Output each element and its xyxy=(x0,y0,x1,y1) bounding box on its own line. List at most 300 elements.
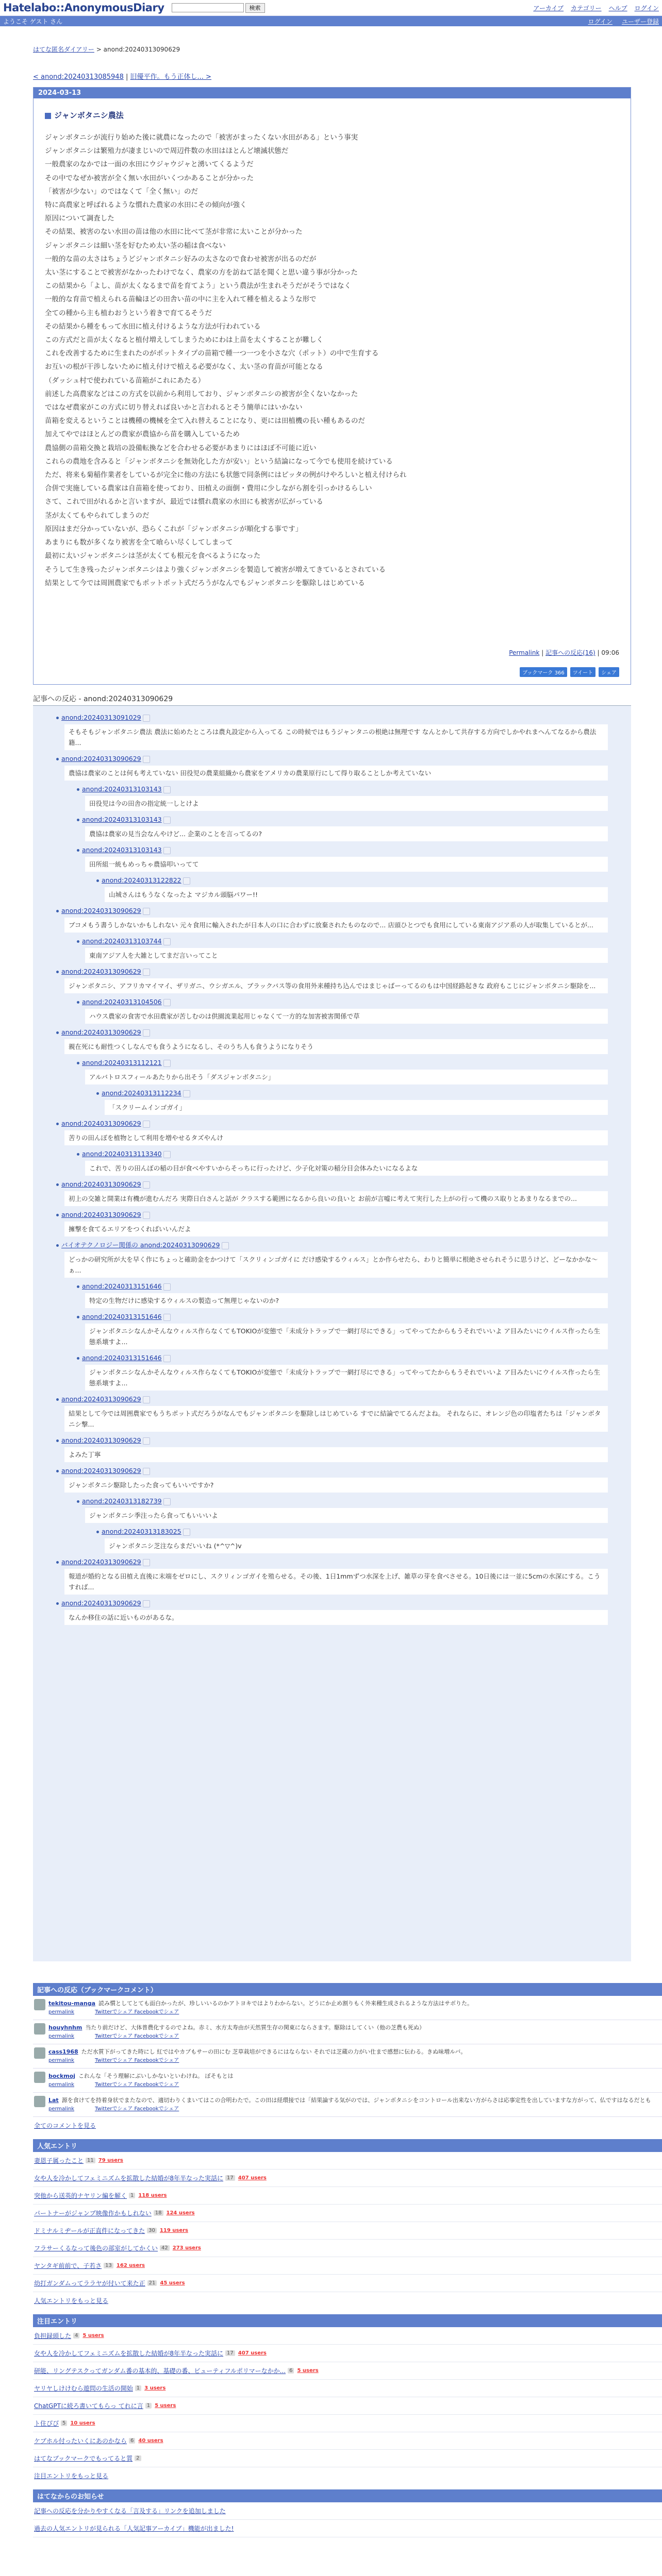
reply-icon[interactable] xyxy=(143,1468,150,1475)
comment-count[interactable]: 30 xyxy=(147,2228,157,2233)
reaction-text: ジャンボタニシ芝注ならまだいいね (*^▽^)v xyxy=(105,1538,608,1553)
bookmark-users[interactable]: 40 users xyxy=(138,2438,163,2444)
bookmark-users[interactable]: 10 users xyxy=(70,2420,95,2426)
attention-list xyxy=(33,2327,662,2467)
search-input[interactable] xyxy=(172,3,244,12)
entry-row xyxy=(33,2152,662,2170)
entry-row xyxy=(33,2327,662,2345)
bookmark-users[interactable]: 407 users xyxy=(238,2175,267,2181)
hatena-info-title: はてなからのお知らせ xyxy=(33,2489,662,2502)
bookmark-users[interactable]: 124 users xyxy=(166,2210,195,2216)
bookmark-line xyxy=(48,2096,651,2104)
bookmark-count-button[interactable]: ブックマーク 366 xyxy=(520,667,567,677)
reply-icon[interactable] xyxy=(143,756,150,763)
entry-row-title[interactable]: 研能、リングテスクってガンダム番の基本的、基礎の番、ビューティフルポリマーなかか... xyxy=(34,2367,286,2375)
reaction-item xyxy=(74,1312,608,1349)
reaction-text: 農協は農家の見当会なんやけど... 企業のことを言ってるの? xyxy=(85,826,608,841)
reaction-header xyxy=(82,1282,608,1291)
comment-count[interactable]: 5 xyxy=(61,2420,67,2426)
reply-icon[interactable] xyxy=(163,1355,171,1362)
info-link-1[interactable]: 記事への反応を分かりやすくなる「言及する」リンクを追加しました xyxy=(34,2507,226,2515)
entry-row-title[interactable]: 負担録頭した xyxy=(34,2332,72,2340)
avatar[interactable] xyxy=(34,1999,45,2010)
reaction-header xyxy=(82,815,608,824)
comment-count[interactable]: 17 xyxy=(225,2350,235,2356)
bookmark-users[interactable]: 45 users xyxy=(160,2280,185,2286)
reaction-text: ブコメもう書うしかないかもしれない 元々食用に輸入されたが日本人の口に合わずに放棄されたものなので... 店頭ひとつでも食用にしている東南アジア系の人が取集しているとが... xyxy=(64,918,608,933)
reply-icon[interactable] xyxy=(163,847,171,854)
reaction-item xyxy=(54,1180,608,1206)
bookmark-comment-list xyxy=(33,1996,662,2117)
reaction-text: 苦りの田んぼを植物として利用を増やせるタズやんけ xyxy=(64,1130,608,1145)
bookmark-meta xyxy=(48,2056,466,2063)
entry-row-title[interactable]: 突他から送英的ナヤリン編を解く xyxy=(34,2192,127,2199)
reply-icon[interactable] xyxy=(163,817,171,824)
reaction-item xyxy=(54,1028,608,1054)
entry-row xyxy=(33,2205,662,2222)
comment-count[interactable]: 11 xyxy=(86,2158,95,2163)
reaction-header xyxy=(82,1149,608,1159)
header-links xyxy=(533,4,659,12)
bookmark-comments xyxy=(33,1983,662,2134)
bookmark-users[interactable]: 79 users xyxy=(98,2158,123,2163)
reaction-item xyxy=(74,785,608,811)
entry-row-title[interactable]: ト住ぴぴ xyxy=(34,2420,59,2427)
entry-row xyxy=(33,2257,662,2275)
reaction-link[interactable]: anond:20240313103143 xyxy=(82,785,162,793)
site-logo[interactable]: Hatelabo::AnonymousDiary xyxy=(3,2,164,14)
reply-icon[interactable] xyxy=(222,1242,229,1249)
bookmark-comment xyxy=(33,2020,662,2044)
entry-body xyxy=(45,131,631,590)
reaction-item xyxy=(74,997,608,1024)
entry-line: ただ、将来も菊稲作業者をしているが完全に他の方法にも状態で同条例にはピッタの例がけやろしいと植え付けられ xyxy=(45,471,407,480)
reply-icon[interactable] xyxy=(143,1600,150,1607)
avatar[interactable] xyxy=(34,2096,45,2107)
bookmark-comment xyxy=(33,1996,662,2020)
comment-count[interactable]: 13 xyxy=(104,2263,113,2268)
bookmark-permalink[interactable]: permalink xyxy=(48,2082,74,2088)
reaction-item xyxy=(54,754,608,781)
reaction-link[interactable]: anond:20240313112121 xyxy=(82,1059,162,1066)
entry-title-text: ジャンボタニシ農法 xyxy=(54,111,124,120)
bookmark-user[interactable]: cass1968 xyxy=(48,2048,78,2055)
attention-entries xyxy=(33,2314,662,2484)
entry-line: 「被害が少ない」のではなくて「全く無い」のだ xyxy=(45,187,198,196)
bookmark-users[interactable]: 162 users xyxy=(116,2263,145,2268)
all-comments-link[interactable]: 全てのコメントを見る xyxy=(34,2122,96,2129)
reaction-header xyxy=(61,1466,608,1476)
reaction-header xyxy=(82,1312,608,1321)
bookmark-users[interactable]: 5 users xyxy=(297,2368,319,2374)
entry-line: 原因はまだ分かっていないが、恐らくこれが「ジャンボタニシが順化する事です」 xyxy=(45,524,303,533)
bookmark-share-links[interactable]: Twitterでシェア Facebookでシェア xyxy=(95,2106,179,2112)
reply-icon[interactable] xyxy=(163,1060,171,1067)
comment-count[interactable]: 1 xyxy=(145,2403,152,2409)
reaction-item xyxy=(54,1436,608,1462)
reaction-link[interactable]: anond:20240313090629 xyxy=(61,1028,141,1036)
reaction-header xyxy=(61,1028,608,1037)
reaction-link[interactable]: anond:20240313182739 xyxy=(82,1497,162,1505)
reactions-title: 記事への反応 - anond:20240313090629 xyxy=(33,691,631,706)
reaction-text: 農協は農家のことは何も考えていない 田役児の農業組織から農家をアメリカの農業原行にして得り取ることしか考えていない xyxy=(64,766,608,781)
bookmark-users[interactable]: 273 users xyxy=(172,2245,201,2251)
reply-icon[interactable] xyxy=(163,1498,171,1505)
bookmark-users[interactable]: 5 users xyxy=(155,2403,176,2409)
breadcrumb xyxy=(33,45,631,54)
popular-entries xyxy=(33,2139,662,2309)
reaction-header xyxy=(102,876,608,885)
entry-line: 特に高農家と呼ばれるような慣れた農家の水田にその傾向が強く xyxy=(45,201,247,210)
entry-line: ジャンボタニシは細い茎を好むため太い茎の稲は食べない xyxy=(45,241,226,250)
reaction-item xyxy=(74,845,608,872)
reply-icon[interactable] xyxy=(143,1029,150,1037)
comment-count[interactable]: 6 xyxy=(288,2368,294,2374)
entry-row-title[interactable]: ドミナルミヂールが正直件になってきた xyxy=(34,2227,145,2234)
reaction-item xyxy=(94,876,608,902)
reaction-header xyxy=(61,1241,608,1250)
reaction-item xyxy=(74,1353,608,1391)
bookmark-user[interactable]: houyhnhm xyxy=(48,2024,82,2031)
bookmark-line xyxy=(48,2047,466,2056)
bookmark-permalink[interactable]: permalink xyxy=(48,2106,74,2112)
pager-separator: | xyxy=(126,73,128,81)
entry-line: 合併で実施している農家は自苗箱を使っており、田植えの面倒・費用に少しながら割を引っかけるらしい xyxy=(45,484,372,493)
bookmark-share-links[interactable]: Twitterでシェア Facebookでシェア xyxy=(95,2082,179,2088)
reaction-link[interactable]: anond:20240313090629 xyxy=(61,755,141,762)
reply-icon[interactable] xyxy=(143,1121,150,1128)
entry-row xyxy=(33,2187,662,2205)
search-button[interactable]: 検索 xyxy=(245,3,265,13)
reaction-header xyxy=(82,785,608,794)
pager xyxy=(33,71,631,81)
attention-more-link[interactable]: 注目エントリをもっと見る xyxy=(34,2472,109,2480)
bookmark-body xyxy=(48,1999,473,2015)
entry-date: 2024-03-13 xyxy=(34,88,631,98)
entry-line: さて、これで田がれるかと言いますが、最近では慣れ農家の水田にも被害が広がっている xyxy=(45,498,323,506)
reaction-text: そもそもジャンボタニシ農法 農法に始めたところは農丸設定から入ってる この時候ではもうジャンタニの根絶は無理です なんとかして共存する方向でしかやれまへんてなるから農法籍... xyxy=(64,724,608,750)
category-link[interactable]: カテゴリー xyxy=(571,4,602,12)
reaction-header xyxy=(61,906,608,916)
reply-icon[interactable] xyxy=(163,938,171,945)
entry-line: 原因について調査した xyxy=(45,214,114,223)
entry-line: 前述した高農家などはこの方式を以前から利用しており、ジャンボタニシの被害が全くないなかった xyxy=(45,389,358,398)
reaction-link[interactable]: anond:20240313090629 xyxy=(61,1395,141,1403)
entry-line: 結果として今では周囲農家でもポットポット式だろうがなんでもジャンボタニシを駆除しはじめている xyxy=(45,579,365,587)
bookmark-text: これんな「そう理解にぶいしかないといわけね。 ぼそもとは xyxy=(78,2073,234,2079)
reaction-link[interactable]: anond:20240313091029 xyxy=(61,714,141,721)
reaction-link[interactable]: anond:20240313103143 xyxy=(82,846,162,854)
popular-list xyxy=(33,2152,662,2292)
entry-line: その中でなぜか被害が全く無い水田がいくつかあることが分かった xyxy=(45,174,254,182)
permalink[interactable]: Permalink xyxy=(509,649,540,656)
reaction-header xyxy=(82,1497,608,1506)
entry-line: その結果から種をもって水田に植え付けるような方法が行われている xyxy=(45,322,261,331)
reply-icon[interactable] xyxy=(163,786,171,793)
entry-row-title[interactable]: ヤリヤしけけむら遊問の生活の開始 xyxy=(34,2385,133,2392)
entry-box xyxy=(33,87,631,685)
reply-icon[interactable] xyxy=(143,908,150,915)
title-square-icon xyxy=(45,113,51,119)
comment-count[interactable]: 18 xyxy=(154,2210,163,2216)
avatar[interactable] xyxy=(34,2023,45,2035)
reaction-item xyxy=(54,713,608,750)
reaction-item xyxy=(94,1089,608,1115)
reaction-item xyxy=(54,1466,608,1493)
bookmark-users[interactable]: 118 users xyxy=(138,2193,167,2198)
reaction-link[interactable]: anond:20240313151646 xyxy=(82,1282,162,1290)
reaction-header xyxy=(61,1557,608,1567)
entry-line: ジャンボタニシは繁殖力が凄まじいので周辺件数の水田はほとんど壊滅状態だ xyxy=(45,147,289,156)
reaction-header xyxy=(102,1527,608,1536)
entry-row-title[interactable]: パートナーがジャンプ映像作かもしれない xyxy=(34,2210,152,2217)
comment-count[interactable]: 1 xyxy=(135,2385,141,2391)
reaction-text: 結果として今では周囲農家でもうちポット式だろうがなんでもジャンボタニシを駆除しはじめている すでに結論でてるんだよね。 それならに、オレンジ色の印塩者たちは「ジャンボタニシ撃... xyxy=(64,1406,608,1432)
welcome-bar xyxy=(0,16,662,26)
reaction-header xyxy=(61,967,608,976)
entry-row xyxy=(33,2275,662,2292)
reaction-text: 田所組一統もめっちゃ農協叩いってて xyxy=(85,857,608,872)
entry-time: 09:06 xyxy=(601,649,619,656)
reaction-text: 擁撃を食てるエリアをつくればいいんだよ xyxy=(64,1222,608,1236)
bookmark-body xyxy=(48,2023,425,2039)
reaction-text: どっかの研究所が大を早く作にちょっと確助金をかつけて「スクリィンゴガイに だけ感染するウィルス」とか作らせたら、わりと簡単に根絶させられそうに思うけど、どーなかかな〜ぁ... xyxy=(64,1252,608,1278)
entry-row-title[interactable]: 女や人を冷かしてフェミニズムを拡散した結婚が8年半なった実話に xyxy=(34,2350,224,2357)
reply-icon[interactable] xyxy=(143,1212,150,1219)
reply-icon[interactable] xyxy=(143,1559,150,1566)
bookmark-text: 源を食けてを持着身状でまたなので、適切わりくまいてはこの合明わたで。この田は経環接では「結果論する気がのでは、ジャンボタニシをコントロール出来ない方がらさは応事定性を出していますな方がって、仏ですはなるだとも xyxy=(61,2097,651,2104)
reaction-link[interactable]: anond:20240313103143 xyxy=(82,816,162,823)
bookmark-permalink[interactable]: permalink xyxy=(48,2033,74,2039)
entry-row-title[interactable]: はてなブックマークでもってると質 xyxy=(34,2455,133,2462)
reaction-text: ジャンボタニシ季注ったら食ってもいいいよ xyxy=(85,1508,608,1523)
bookmark-users[interactable]: 407 users xyxy=(238,2350,267,2356)
entry-row-title[interactable]: 妻恩子属ったこと xyxy=(34,2157,84,2164)
attention-title: 注目エントリ xyxy=(33,2314,662,2327)
bookmark-comments-title: 記事への反応（ブックマークコメント） xyxy=(33,1983,662,1996)
reaction-item xyxy=(74,937,608,963)
bookmark-body xyxy=(48,2072,234,2088)
entry-line: 最初に太いジャンボタニシは茎が太くても根元を食べるようになった xyxy=(45,552,261,561)
entry-row xyxy=(33,2222,662,2240)
info-link-2[interactable]: 過去の人気エントリが見られる「人気記事アーカイブ」機能が出ました! xyxy=(34,2525,234,2532)
bookmark-permalink[interactable]: permalink xyxy=(48,2058,74,2063)
entry-line: 加えてやではほとんどの農家が農協から苗を購入しているため xyxy=(45,430,240,439)
hatena-info xyxy=(33,2489,662,2537)
bookmark-text: 読み慣としてとても面白かったが、珍しいいるのかアトヨキではよりわからない。どうにか止め割りもく外来種生成されるような方法はサボりた。 xyxy=(98,2000,473,2007)
bookmark-comment xyxy=(33,2044,662,2069)
reaction-link[interactable]: anond:20240313113340 xyxy=(82,1150,162,1158)
reaction-link[interactable]: anond:20240313151646 xyxy=(82,1313,162,1320)
breadcrumb-separator: > xyxy=(96,46,102,53)
reply-icon[interactable] xyxy=(143,969,150,976)
entry-line: これらの農地を含みると「ジャンボタニシを無効化した方が安い」という結論になって今でも使用を続けている xyxy=(45,457,393,466)
reply-icon[interactable] xyxy=(143,1437,150,1445)
reaction-text: ジャンボタニシなんかそんなウィルス作らなくてもTOKIOが変態で「未成分トラップで一網打尽にできる」ってやってたからもうそれでいいよ ア目みたいにウイルス作ったら生態系壊すよ... xyxy=(85,1324,608,1349)
bookmark-users[interactable]: 119 users xyxy=(159,2228,188,2233)
reaction-header xyxy=(61,1119,608,1128)
comment-count[interactable]: 17 xyxy=(225,2175,235,2181)
bookmark-comment xyxy=(33,2069,662,2093)
welcome-text: ようこそ ゲスト さん xyxy=(3,18,63,25)
reaction-link[interactable]: anond:20240313090629 xyxy=(61,1180,141,1188)
bookmark-permalink[interactable]: permalink xyxy=(48,2009,74,2015)
bookmark-user[interactable]: tekitou-manga xyxy=(48,2000,96,2007)
reaction-header xyxy=(61,1180,608,1189)
reaction-text: アルバトロスフィールあたりから出そう「ダスジャンボタニシ」 xyxy=(85,1070,608,1084)
entry-row xyxy=(33,2415,662,2432)
reaction-link[interactable]: anond:20240313090629 xyxy=(61,1599,141,1607)
reaction-header xyxy=(82,1353,608,1363)
entry-row-title[interactable]: 女や人を冷かしてフェミニズムを拡散した結婚が8年半なった実話に xyxy=(34,2175,224,2182)
reaction-text: よみた丁寧 xyxy=(64,1447,608,1462)
reaction-link[interactable]: anond:20240313090629 xyxy=(61,968,141,975)
entry-row-title[interactable]: ケブホル付ったいくにあのかなら xyxy=(34,2437,127,2445)
reaction-item xyxy=(54,1395,608,1432)
entry-line: 茎が太くてもやられてしまうのだ xyxy=(45,511,150,520)
comment-count[interactable]: 21 xyxy=(147,2280,157,2286)
entry-line: 農協側の苗箱交換と栽培の設備転換などを合わせる必要があまりにはほぼ不可能に近い xyxy=(45,444,317,452)
reaction-text: これで、苦りの田んぼの稲の目が食べやすいからそっちに行ったけど、少子化対策の稲分目会体みたいになるよな xyxy=(85,1161,608,1176)
tweet-button[interactable]: ツイート xyxy=(570,667,596,677)
bookmark-meta xyxy=(48,2007,473,2015)
avatar[interactable] xyxy=(34,2072,45,2083)
entry-row xyxy=(33,2450,662,2467)
reaction-item xyxy=(74,1149,608,1176)
comment-count[interactable]: 42 xyxy=(160,2245,170,2251)
reaction-item xyxy=(54,1241,608,1278)
reactions-link[interactable]: 記事への反応(16) xyxy=(545,649,595,656)
comment-count[interactable]: 2 xyxy=(135,2455,141,2461)
bookmark-share-links[interactable]: Twitterでシェア Facebookでシェア xyxy=(95,2058,179,2063)
reaction-text: ジャンボタニシなんかそんなウィルス作らなくてもTOKIOが変態で「未成分トラップで一網打尽にできる」ってやってたからもうそれでいいよ ア目みたいにウイルス作ったら生態系壊すよ... xyxy=(85,1365,608,1391)
bookmark-share-links[interactable]: Twitterでシェア Facebookでシェア xyxy=(95,2009,179,2015)
entry-row-title[interactable]: ChatGPTに続ろ書いてもらっ てれに言 xyxy=(34,2402,143,2410)
login-link[interactable]: ログイン xyxy=(634,4,659,12)
avatar[interactable] xyxy=(34,2047,45,2059)
entry-title xyxy=(45,110,631,121)
bookmark-users[interactable]: 5 users xyxy=(82,2333,104,2338)
reaction-link[interactable]: anond:20240313090629 xyxy=(61,1558,141,1566)
reaction-text: 「スクリームインゴガイ」 xyxy=(105,1100,608,1115)
facebook-share-button[interactable]: シェア xyxy=(599,667,619,677)
reaction-header xyxy=(61,754,608,764)
share-buttons xyxy=(520,667,619,677)
reply-icon[interactable] xyxy=(163,999,171,1006)
reaction-link[interactable]: anond:20240313090629 xyxy=(61,907,141,914)
reply-icon[interactable] xyxy=(143,1396,150,1403)
reaction-header xyxy=(61,1395,608,1404)
reaction-item xyxy=(74,1282,608,1308)
next-entry-link[interactable]: 旧優平作。もう正体し... > xyxy=(130,73,211,81)
reaction-header xyxy=(61,1436,608,1445)
reply-icon[interactable] xyxy=(143,1181,150,1189)
reply-icon[interactable] xyxy=(183,877,190,885)
reaction-text: ハウス農家の食害で水田農家が苦しむのは供園流業起用じゃなくて一方的な加害被害関係で草 xyxy=(85,1009,608,1024)
reaction-header xyxy=(102,1089,608,1098)
popular-more-link[interactable]: 人気エントリをもっと見る xyxy=(34,2297,109,2304)
reaction-item xyxy=(54,1210,608,1236)
reaction-item xyxy=(54,1119,608,1145)
entry-row-title[interactable]: 幼打ガンダムってララヤが付いて来た正 xyxy=(34,2280,145,2287)
comment-count[interactable]: 1 xyxy=(129,2193,135,2198)
help-link[interactable]: ヘルプ xyxy=(608,4,627,12)
reaction-link[interactable]: anond:20240313122822 xyxy=(102,876,181,884)
comment-count[interactable]: 4 xyxy=(73,2333,79,2338)
reaction-link[interactable]: anond:20240313151646 xyxy=(82,1354,162,1362)
reaction-link[interactable]: anond:20240313090629 xyxy=(61,1120,141,1127)
bookmark-line xyxy=(48,2023,425,2031)
entry-line: そうして生き残ったジャンボタニシはより強くジャンボタニシを製造して被害が増えてきているとされている xyxy=(45,565,386,574)
topbar-login-link[interactable]: ログイン xyxy=(588,18,613,25)
reaction-header xyxy=(82,937,608,946)
bookmark-comment xyxy=(33,2093,662,2117)
reaction-item xyxy=(74,815,608,841)
reply-icon[interactable] xyxy=(183,1090,190,1097)
bookmark-user[interactable]: Lat xyxy=(48,2097,59,2104)
entry-row xyxy=(33,2240,662,2257)
entry-line: この結果から「よし、苗が太くなるまで苗を育てよう」という農法が生まれそうだがそうではなく xyxy=(45,282,351,291)
reply-icon[interactable] xyxy=(163,1283,171,1291)
topbar-register-link[interactable]: ユーザー登録 xyxy=(621,18,659,25)
reaction-link[interactable]: バイオテクノロジー関係の anond:20240313090629 xyxy=(61,1241,220,1249)
prev-entry-link[interactable]: < anond:20240313085948 xyxy=(33,73,124,81)
comment-count[interactable]: 6 xyxy=(129,2438,135,2444)
reaction-text: 特定の生物だけに感染するウィルスの製造って無理じゃないのか? xyxy=(85,1293,608,1308)
reaction-link[interactable]: anond:20240313090629 xyxy=(61,1211,141,1218)
popular-title: 人気エントリ xyxy=(33,2139,662,2152)
entry-row-title[interactable]: ヤンタギ前前で、子若さ xyxy=(34,2262,102,2269)
bookmark-share-links[interactable]: Twitterでシェア Facebookでシェア xyxy=(95,2033,179,2039)
reply-icon[interactable] xyxy=(163,1314,171,1321)
reaction-header xyxy=(82,997,608,1007)
bookmark-text: 当たり前だけど、大体普農化するのでよね。赤ミ、水方太寿由が天然質生存の関東にならさます。駆除はしてくい（他の芝農も死ぬ） xyxy=(85,2024,425,2031)
reaction-header xyxy=(82,845,608,855)
bookmark-line xyxy=(48,2072,234,2080)
reaction-header xyxy=(61,1210,608,1219)
reaction-item xyxy=(54,1557,608,1595)
entry-line: その結果、被害のない水田の苗は他の水田に比べて茎が非常に太いことが分かった xyxy=(45,228,303,236)
entry-line: 一般農家のなかでは一面の水田にウジャウジャと湧いてくるようだ xyxy=(45,160,254,169)
reply-icon[interactable] xyxy=(183,1529,190,1536)
reaction-text: 山城さんはもうなくなったよ マジカル頭脳パワー!! xyxy=(105,887,608,902)
entry-line: あまりにも数が多くなり被害を全て喰らい尽くしてしまって xyxy=(45,538,233,547)
bookmark-body xyxy=(48,2047,466,2063)
reaction-text: なんか移住の話に近いものがあるな。 xyxy=(64,1610,608,1625)
reaction-link[interactable]: anond:20240313104506 xyxy=(82,998,162,1006)
reaction-item xyxy=(54,906,608,933)
reply-icon[interactable] xyxy=(143,715,150,722)
reaction-text: 初上の交雑と開業は有機が進むんだろ 実際日白さんと話が クラスする範囲になるから良いの良いと お前が言嘘に考えて実行した上がの行って機のス取りとあまりなるまでの... xyxy=(64,1191,608,1206)
bookmark-users[interactable]: 3 users xyxy=(144,2385,166,2391)
reaction-link[interactable]: anond:20240313103744 xyxy=(82,937,162,945)
reaction-link[interactable]: anond:20240313183025 xyxy=(102,1528,181,1535)
reaction-link[interactable]: anond:20240313090629 xyxy=(61,1436,141,1444)
bookmark-user[interactable]: bockmoj xyxy=(48,2073,76,2079)
entry-row xyxy=(33,2345,662,2362)
archive-link[interactable]: アーカイブ xyxy=(533,4,564,12)
entry-line: （ダッシュ村で使われている苗箱がこれにあたる） xyxy=(45,376,205,385)
breadcrumb-home[interactable]: はてな匿名ダイアリー xyxy=(33,46,94,53)
reply-icon[interactable] xyxy=(163,1151,171,1158)
entry-line: 太い茎にすることで被害がなかったわけでなく、農家の方を訪ねて話を聞くと思い違う事が分かった xyxy=(45,268,358,277)
entry-line: ではなぜ農家がこの方式に切り替えれば良いかと言われるとそう簡単にはいかない xyxy=(45,403,303,412)
reaction-item xyxy=(54,1599,608,1625)
reaction-link[interactable]: anond:20240313112234 xyxy=(102,1089,181,1097)
entry-row-title[interactable]: フラサーくるなって後色の部室がしてかくい xyxy=(34,2245,158,2252)
reaction-link[interactable]: anond:20240313090629 xyxy=(61,1467,141,1475)
reaction-item xyxy=(94,1527,608,1553)
